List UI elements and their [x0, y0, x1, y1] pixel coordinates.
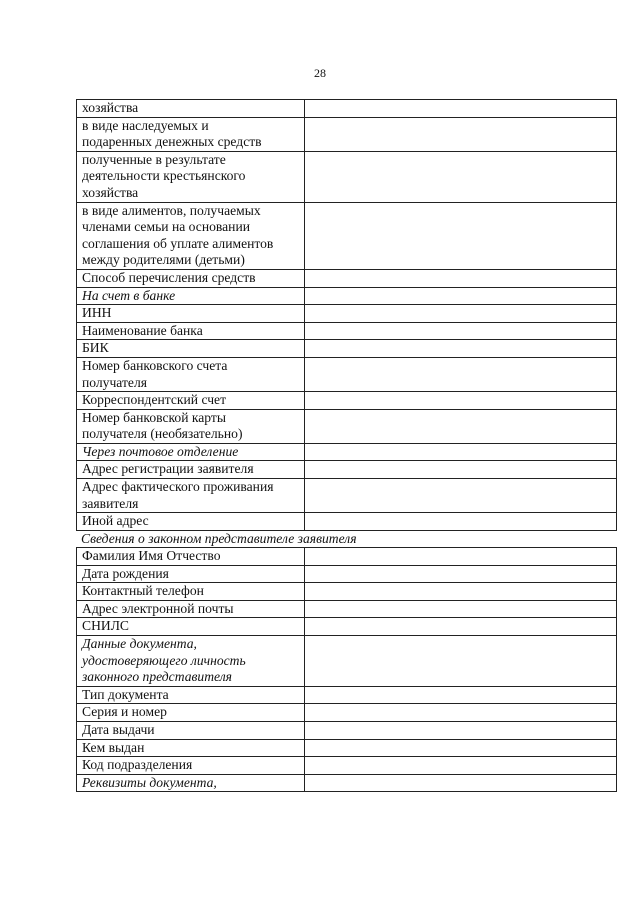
form-field-label-line: Фамилия Имя Отчество [82, 548, 221, 563]
form-field-label-line: Дата выдачи [82, 721, 155, 737]
legal-representative-section-caption: Сведения о законном представителе заявителя [81, 531, 357, 546]
form-field-value[interactable] [305, 635, 617, 686]
form-row [77, 202, 617, 269]
form-field-label [77, 357, 305, 391]
form-field-label [77, 635, 305, 686]
form-field-label [77, 704, 305, 722]
form-row [77, 461, 617, 479]
income-and-payment-table-body [77, 100, 617, 531]
form-field-value[interactable] [305, 409, 617, 443]
form-field-value[interactable] [305, 392, 617, 410]
form-field-label [77, 117, 305, 151]
form-field-label [77, 461, 305, 479]
form-field-label [77, 721, 305, 739]
form-row [77, 739, 617, 757]
form-field-value[interactable] [305, 269, 617, 287]
form-field-value[interactable] [305, 774, 617, 792]
form-row [77, 565, 617, 583]
form-field-label-line: Данные документа, [82, 635, 197, 651]
form-field-label-line: получателя [82, 374, 148, 390]
form-row [77, 357, 617, 391]
form-field-value[interactable] [305, 548, 617, 566]
form-field-value[interactable] [305, 305, 617, 323]
form-field-label-line: Дата рождения [82, 565, 169, 581]
form-row [77, 774, 617, 792]
form-field-label-line: полученные в результате [82, 151, 226, 167]
form-field-label [77, 600, 305, 618]
form-field-label-line: Серия и номер [82, 704, 167, 720]
form-field-value[interactable] [305, 600, 617, 618]
form-field-label-line: Адрес фактического проживания [82, 479, 274, 495]
form-field-label-line: законного представителя [82, 669, 232, 685]
form-field-label [77, 618, 305, 636]
form-field-label-line: деятельности крестьянского [82, 168, 246, 184]
form-field-label-line: ИНН [82, 305, 112, 321]
form-field-value[interactable] [305, 100, 617, 118]
form-field-label [77, 757, 305, 775]
form-row [77, 548, 617, 566]
page-number: 28 [314, 66, 326, 80]
form-field-value[interactable] [305, 583, 617, 601]
form-field-label-line: в виде наследуемых и [82, 117, 209, 133]
form-row [77, 409, 617, 443]
form-row [77, 513, 617, 531]
form-field-value[interactable] [305, 513, 617, 531]
form-row [77, 269, 617, 287]
form-row [77, 340, 617, 358]
legal-representative-table-body [77, 548, 617, 792]
form-row [77, 151, 617, 202]
form-field-label-line: подаренных денежных средств [82, 134, 262, 150]
form-field-value[interactable] [305, 721, 617, 739]
form-field-label-line: хозяйства [82, 184, 139, 200]
form-field-label [77, 202, 305, 269]
form-field-label-line: Через почтовое отделение [82, 443, 239, 459]
form-field-label [77, 548, 305, 566]
form-field-value[interactable] [305, 202, 617, 269]
form-row [77, 686, 617, 704]
form-field-label [77, 305, 305, 323]
form-field-value[interactable] [305, 686, 617, 704]
form-field-label [77, 739, 305, 757]
form-field-label [77, 565, 305, 583]
form-field-label-line: Адрес регистрации заявителя [82, 461, 254, 477]
form-field-label-line: Код подразделения [82, 757, 193, 773]
form-field-label-line: БИК [82, 340, 109, 356]
form-field-label-line: хозяйства [82, 100, 139, 115]
income-and-payment-table [76, 99, 617, 531]
form-field-label [77, 479, 305, 513]
form-field-label-line: Способ перечисления средств [82, 269, 256, 285]
form-field-value[interactable] [305, 618, 617, 636]
form-field-label-line: в виде алиментов, получаемых [82, 202, 261, 218]
form-field-label-line: Адрес электронной почты [82, 600, 234, 616]
form-row [77, 721, 617, 739]
form-row [77, 322, 617, 340]
form-field-label [77, 269, 305, 287]
form-field-value[interactable] [305, 479, 617, 513]
form-field-value[interactable] [305, 322, 617, 340]
form-field-label [77, 287, 305, 305]
form-field-label-line: Номер банковской карты [82, 409, 227, 425]
form-row [77, 757, 617, 775]
form-field-label-line: Номер банковского счета [82, 357, 228, 373]
form-row [77, 287, 617, 305]
form-row [77, 100, 617, 118]
form-field-label [77, 322, 305, 340]
form-field-label-line: Тип документа [82, 686, 169, 702]
form-field-label [77, 443, 305, 461]
form-field-label-line: получателя (необязательно) [82, 426, 243, 442]
form-field-value[interactable] [305, 443, 617, 461]
form-row [77, 305, 617, 323]
form-field-value[interactable] [305, 704, 617, 722]
form-field-label-line: СНИЛС [82, 618, 129, 634]
form-row [77, 704, 617, 722]
form-field-label-line: На счет в банке [82, 287, 176, 303]
form-field-label [77, 686, 305, 704]
form-field-value[interactable] [305, 340, 617, 358]
form-field-label-line: удостоверяющего личность [82, 652, 246, 668]
form-field-label-line: Кем выдан [82, 739, 145, 755]
form-field-label [77, 513, 305, 531]
form-row [77, 443, 617, 461]
form-field-label [77, 583, 305, 601]
form-field-value[interactable] [305, 739, 617, 757]
form-row [77, 392, 617, 410]
form-field-value[interactable] [305, 287, 617, 305]
form-field-label [77, 774, 305, 792]
form-field-label-line: заявителя [82, 495, 139, 511]
form-field-label-line: Реквизиты документа, [82, 774, 217, 790]
form-field-value[interactable] [305, 565, 617, 583]
form-row [77, 583, 617, 601]
form-field-value[interactable] [305, 757, 617, 775]
form-field-label-line: Корреспондентский счет [82, 392, 227, 408]
form-field-label-line: членами семьи на основании [82, 219, 250, 235]
form-field-label-line: между родителями (детьми) [82, 252, 245, 268]
form-field-value[interactable] [305, 357, 617, 391]
form-field-label [77, 151, 305, 202]
form-field-label [77, 392, 305, 410]
form-row [77, 479, 617, 513]
legal-representative-table [76, 547, 617, 792]
form-field-value[interactable] [305, 151, 617, 202]
form-field-label-line: Контактный телефон [82, 583, 204, 599]
form-row [77, 600, 617, 618]
form-field-label [77, 100, 305, 118]
form-field-label-line: соглашения об уплате алиментов [82, 235, 274, 251]
form-field-label [77, 409, 305, 443]
form-field-label [77, 340, 305, 358]
form-row [77, 618, 617, 636]
form-field-label-line: Наименование банка [82, 322, 203, 338]
form-row [77, 117, 617, 151]
form-row [77, 635, 617, 686]
form-field-value[interactable] [305, 461, 617, 479]
form-field-value[interactable] [305, 117, 617, 151]
form-field-label-line: Иной адрес [82, 513, 149, 529]
